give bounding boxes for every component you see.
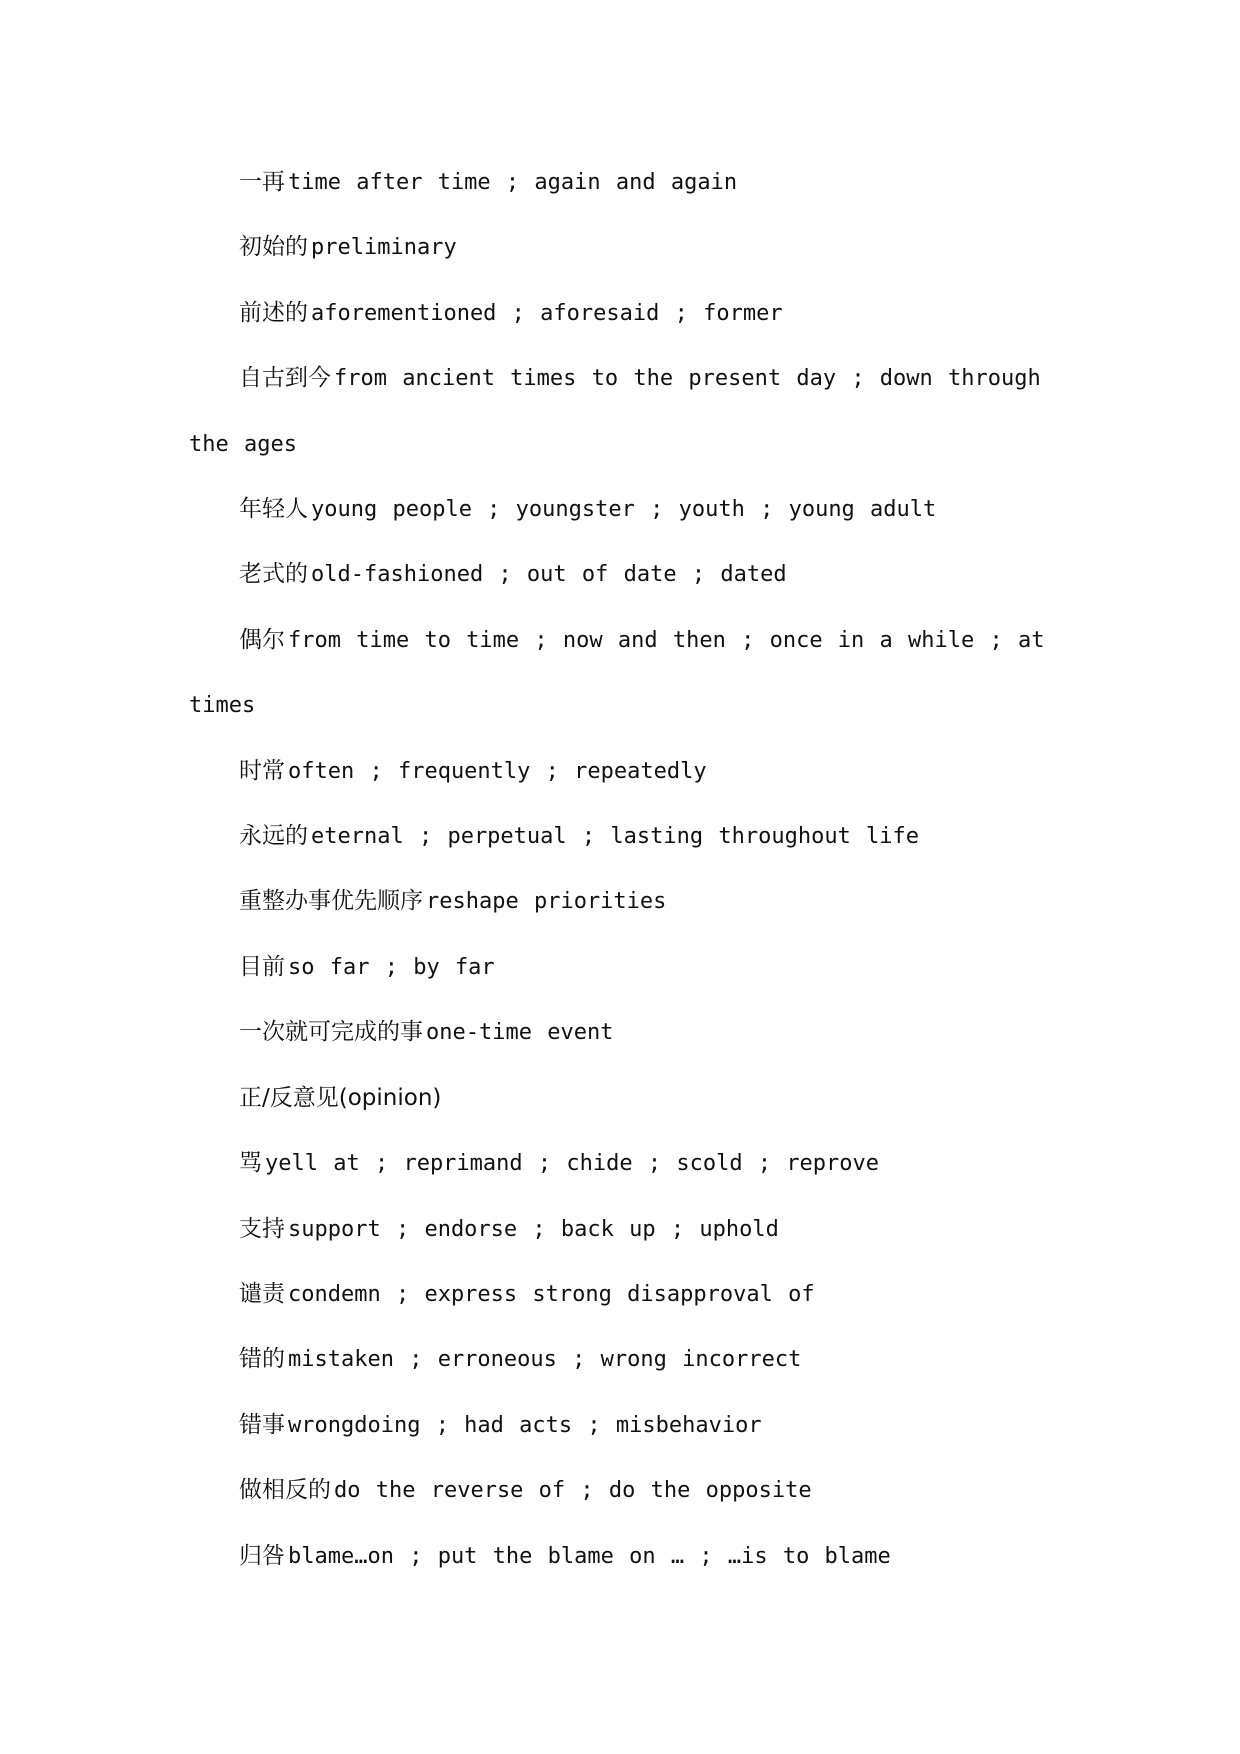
english-translation: from ancient times to the present day ; down through the ages [189,366,1041,457]
english-translation: yell at ; reprimand ; chide ; scold ; reprove [265,1151,880,1177]
english-translation: one-time event [426,1020,614,1046]
chinese-term: 老式的 [239,561,308,588]
vocab-entry [189,1262,1069,1327]
english-translation: wrongdoing ; had acts ; misbehavior [288,1412,762,1438]
english-translation: do the reverse of ; do the opposite [334,1478,812,1504]
chinese-term: 谴责 [239,1280,285,1307]
vocab-entry [189,477,1069,542]
english-translation: blame…on ; put the blame on … ; …is to blame [288,1543,891,1569]
chinese-term: 重整办事优先顺序 [239,888,423,915]
vocabulary-list [189,150,1069,1589]
vocab-entry [189,150,1069,215]
chinese-term: 正/反意见(opinion) [239,1084,442,1111]
vocab-entry [189,1327,1069,1392]
english-translation: old-fashioned ; out of date ; dated [311,562,787,588]
english-translation: often ; frequently ; repeatedly [288,758,707,784]
english-translation: so far ; by far [288,954,495,980]
vocab-entry [189,1458,1069,1523]
chinese-term: 错事 [239,1411,285,1438]
vocab-entry [189,281,1069,346]
english-translation: mistaken ; erroneous ; wrong incorrect [288,1347,802,1373]
english-translation: eternal ; perpetual ; lasting throughout life [311,824,920,850]
chinese-term: 偶尔 [239,626,285,653]
chinese-term: 错的 [239,1346,285,1373]
vocab-entry [189,1000,1069,1065]
vocab-entry [189,1197,1069,1262]
english-translation: reshape priorities [426,889,667,915]
english-translation: time after time ; again and again [288,170,738,195]
chinese-term: 前述的 [239,299,308,326]
vocab-entry [189,739,1069,804]
vocab-entry [189,542,1069,607]
english-translation: young people ; youngster ; youth ; young adult [311,497,937,523]
vocab-entry [189,1393,1069,1458]
english-translation: condemn ; express strong disapproval of [288,1281,815,1307]
vocab-entry [189,869,1069,934]
chinese-term: 年轻人 [239,496,308,523]
english-translation: preliminary [311,235,457,261]
section-heading-entry [189,1066,1069,1131]
chinese-term: 骂 [239,1150,262,1177]
english-translation: from time to time ; now and then ; once in a while ; at times [189,627,1045,719]
vocab-entry [189,935,1069,1000]
chinese-term: 做相反的 [239,1477,331,1504]
chinese-term: 归咎 [239,1542,285,1569]
vocab-entry [189,346,1069,477]
vocab-entry [189,1131,1069,1196]
chinese-term: 自古到今 [239,365,331,392]
english-translation: support ; endorse ; back up ; uphold [288,1216,779,1242]
vocab-entry [189,608,1069,739]
chinese-term: 一次就可完成的事 [239,1019,423,1046]
chinese-term: 支持 [239,1215,285,1242]
chinese-term: 时常 [239,757,285,784]
chinese-term: 目前 [239,953,285,980]
chinese-term: 初始的 [239,234,308,261]
chinese-term: 一再 [239,169,285,195]
vocab-entry [189,1524,1069,1589]
vocab-entry [189,215,1069,280]
chinese-term: 永远的 [239,823,308,850]
vocab-entry [189,804,1069,869]
english-translation: aforementioned ; aforesaid ; former [311,300,783,326]
